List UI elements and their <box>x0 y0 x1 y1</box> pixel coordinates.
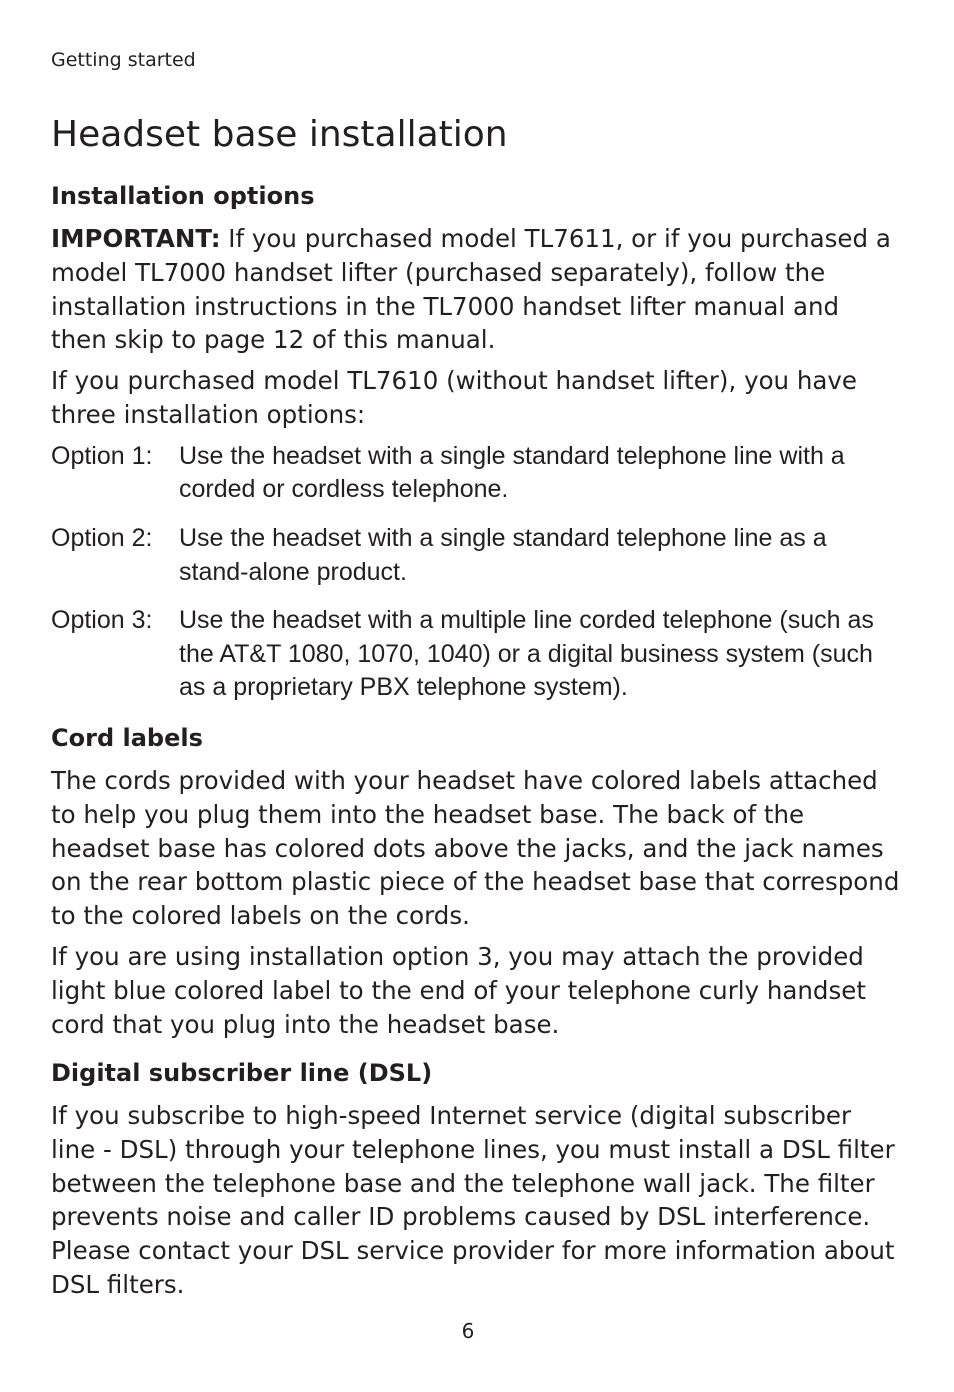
option-label: Option 2: <box>51 523 153 552</box>
dsl-section <box>51 1058 901 1302</box>
option-label: Option 3: <box>51 606 153 635</box>
dsl-paragraph: If you subscribe to high-speed Internet service (digital subscriber line - DSL) through your telephone lines, you must install a DSL filter between the telephone base and the telephone wall jack. The filter prevents noise and caller ID problems caused by DSL interference. Please contact your DSL service provider for more information about DSL filters. <box>51 1101 895 1299</box>
option-item <box>51 440 901 507</box>
option-text: Use the headset with a multiple line corded telephone (such as the AT&T 1080, 1070, 1040) or a digital business system (such as a proprietary PBX telephone system). <box>179 606 874 702</box>
installation-intro: If you purchased model TL7610 (without handset lifter), you have three installation options: <box>51 366 857 429</box>
installation-options-heading: Installation options <box>51 182 315 210</box>
important-label: IMPORTANT: <box>51 224 221 253</box>
cord-labels-heading: Cord labels <box>51 724 203 752</box>
option-item <box>51 522 901 589</box>
option-item <box>51 604 901 705</box>
running-head: Getting started <box>51 49 196 71</box>
option-list <box>51 440 901 705</box>
important-note <box>51 222 901 357</box>
option-text: Use the headset with a single standard telephone line with a corded or cordless telephone. <box>179 441 845 504</box>
page-title: Headset base installation <box>51 114 508 155</box>
cord-labels-section <box>51 723 901 1041</box>
important-text: If you purchased model TL7611, or if you purchased a model TL7000 handset lifter (purchased separately), follow the installation instructions in the TL7000 handset lifter manual and then skip to page 12 of this manual. <box>51 224 891 355</box>
cord-labels-paragraph: The cords provided with your headset have colored labels attached to help you plug them into the headset base. The back of the headset base has colored dots above the jacks, and the jack names on the rear bottom plastic piece of the headset base that correspond to the colored labels on the cords. <box>51 766 900 931</box>
page-number: 6 <box>461 1319 475 1343</box>
cord-labels-paragraph: If you are using installation option 3, you may attach the provided light blue colored label to the end of your telephone curly handset cord that you plug into the headset base. <box>51 941 866 1039</box>
option-text: Use the headset with a single standard telephone line as a stand-alone product. <box>179 523 827 586</box>
option-label: Option 1: <box>51 441 153 470</box>
dsl-heading: Digital subscriber line (DSL) <box>51 1059 433 1087</box>
installation-options-section <box>51 181 901 705</box>
